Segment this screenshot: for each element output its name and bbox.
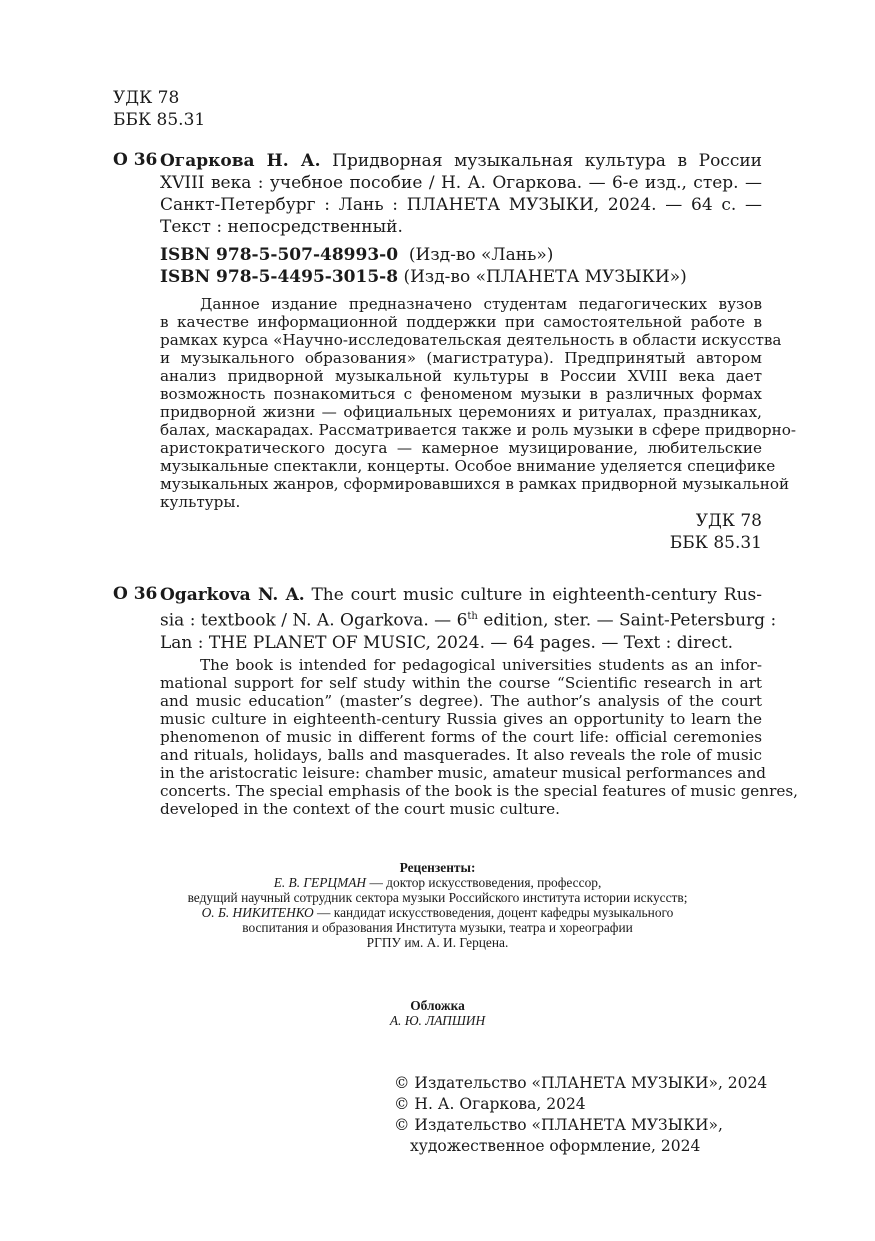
annotation-line: рамках курса «Научно-исследовательская деятельность в области искусства	[160, 331, 782, 349]
udk-code: УДК 78	[695, 511, 762, 531]
annotation-line: и музыкального образования» (магистратура). Предпринятый автором	[160, 349, 762, 367]
en-entry-line-2	[160, 606, 777, 632]
en-entry-title: The court music culture in eighteenth-century Rus-	[311, 585, 763, 605]
isbn-number: ISBN 978-5-507-48993-0	[160, 245, 399, 265]
annotation-line: and rituals, holidays, balls and masquerades. It also reveals the role of music	[160, 746, 762, 764]
annotation-line: музыкальных жанров, сформировавшихся в рамках придворной музыкальной	[160, 475, 790, 493]
annotation-line: mational support for self study within the course “Scientific research in art	[160, 674, 762, 692]
annotation-line: музыкальные спектакли, концерты. Особое внимание уделяется специфике	[160, 457, 776, 475]
cover-designer: А. Ю. ЛАПШИН	[389, 1013, 486, 1028]
en-bibliographic-entry	[160, 584, 777, 654]
cover-block	[0, 998, 875, 1028]
ru-entry-line-1	[160, 150, 762, 172]
annotation-line: developed in the context of the court music culture.	[160, 800, 560, 818]
classification-codes	[113, 87, 205, 131]
en-annotation	[160, 656, 798, 818]
en-entry-label: О 36	[113, 584, 158, 604]
reviewer-2-name: О. Б. НИКИТЕНКО	[201, 905, 314, 920]
isbn-publisher: (Изд-во «ПЛАНЕТА МУЗЫКИ»)	[403, 267, 687, 287]
copyright-line: © Н. А. Огаркова, 2024	[394, 1095, 586, 1113]
ru-entry-title: Придворная музыкальная культура в России	[332, 151, 763, 171]
cover-title: Обложка	[410, 998, 465, 1013]
ru-entry-author: Огаркова Н. А.	[160, 151, 321, 171]
annotation-line: phenomenon of music in different forms of the court life: official ceremonies	[160, 728, 762, 746]
ru-annotation	[160, 295, 797, 511]
en-entry-line-3: Lan : THE PLANET OF MUSIC, 2024. — 64 pages. — Text : direct.	[160, 632, 734, 653]
annotation-line: in the aristocratic leisure: chamber music, amateur musical performances and	[160, 764, 766, 782]
copyright-line: © Издательство «ПЛАНЕТА МУЗЫКИ»,	[394, 1116, 723, 1134]
annotation-line: придворной жизни — официальных церемониях и ритуалах, праздниках,	[160, 403, 762, 421]
copyright-block	[394, 1073, 767, 1157]
reviewer-1-line-2: ведущий научный сотрудник сектора музыки Российского института истории искусств;	[187, 890, 688, 905]
annotation-line: аристократического досуга — камерное музицирование, любительские	[160, 439, 762, 457]
copyright-line: © Издательство «ПЛАНЕТА МУЗЫКИ», 2024	[394, 1074, 768, 1092]
reviewer-2-line-3: РГПУ им. А. И. Герцена.	[366, 935, 509, 950]
isbn-line-2	[160, 266, 687, 288]
isbn-publisher: (Изд-во «Лань»)	[408, 245, 554, 265]
annotation-line: concerts. The special emphasis of the book is the special features of music genres,	[160, 782, 798, 800]
reviewers-block	[0, 860, 875, 950]
annotation-line: Данное издание предназначено студентам педагогических вузов	[200, 295, 762, 313]
udk-code: УДК 78	[113, 88, 180, 108]
en-entry-text: sia : textbook / N. A. Ogarkova. — 6	[160, 610, 468, 631]
edition-superscript: th	[467, 611, 478, 622]
ru-entry-line-4: Текст : непосредственный.	[160, 217, 403, 237]
en-entry-text: edition, ster. — Saint-Petersburg :	[477, 610, 777, 631]
en-entry-author: Ogarkova N. A.	[160, 585, 305, 605]
annotation-line: балах, маскарадах. Рассматривается также и роль музыки в сфере придворно-	[160, 421, 797, 439]
isbn-block	[160, 244, 687, 288]
annotation-line: возможность познакомиться с феноменом музыки в различных формах	[160, 385, 762, 403]
isbn-line-1	[160, 244, 687, 266]
ru-bibliographic-entry	[160, 150, 762, 238]
annotation-line: The book is intended for pedagogical universities students as an infor-	[200, 656, 762, 674]
ru-entry-line-3: Санкт-Петербург : Лань : ПЛАНЕТА МУЗЫКИ, 2024. — 64 с. —	[160, 195, 762, 215]
bbk-code: ББК 85.31	[113, 110, 206, 130]
en-entry-line-1	[160, 584, 762, 606]
isbn-number: ISBN 978-5-4495-3015-8	[160, 267, 399, 287]
reviewer-1	[0, 875, 875, 890]
ru-entry-label: О 36	[113, 150, 158, 170]
annotation-line: в качестве информационной поддержки при самостоятельной работе в	[160, 313, 762, 331]
reviewer-1-desc: — доктор искусствоведения, профессор,	[366, 875, 602, 890]
reviewer-2-desc: — кандидат искусствоведения, доцент кафедры музыкального	[313, 905, 674, 920]
bbk-code: ББК 85.31	[669, 533, 762, 553]
reviewer-2	[0, 905, 875, 920]
reviewer-2-line-2: воспитания и образования Института музыки, театра и хореографии	[242, 920, 633, 935]
reviewers-title: Рецензенты:	[399, 860, 476, 875]
ru-entry-line-2: XVIII века : учебное пособие / Н. А. Огаркова. — 6-е изд., стер. —	[160, 173, 762, 193]
annotation-line: music culture in eighteenth-century Russia gives an opportunity to learn the	[160, 710, 762, 728]
annotation-line: анализ придворной музыкальной культуры в России XVIII века дает	[160, 367, 762, 385]
annotation-line: культуры.	[160, 493, 241, 511]
reviewer-1-name: Е. В. ГЕРЦМАН	[273, 875, 367, 890]
copyright-line: художественное оформление, 2024	[410, 1137, 701, 1155]
annotation-line: and music education” (master’s degree). The author’s analysis of the court	[160, 692, 762, 710]
classification-codes-right	[670, 510, 762, 554]
